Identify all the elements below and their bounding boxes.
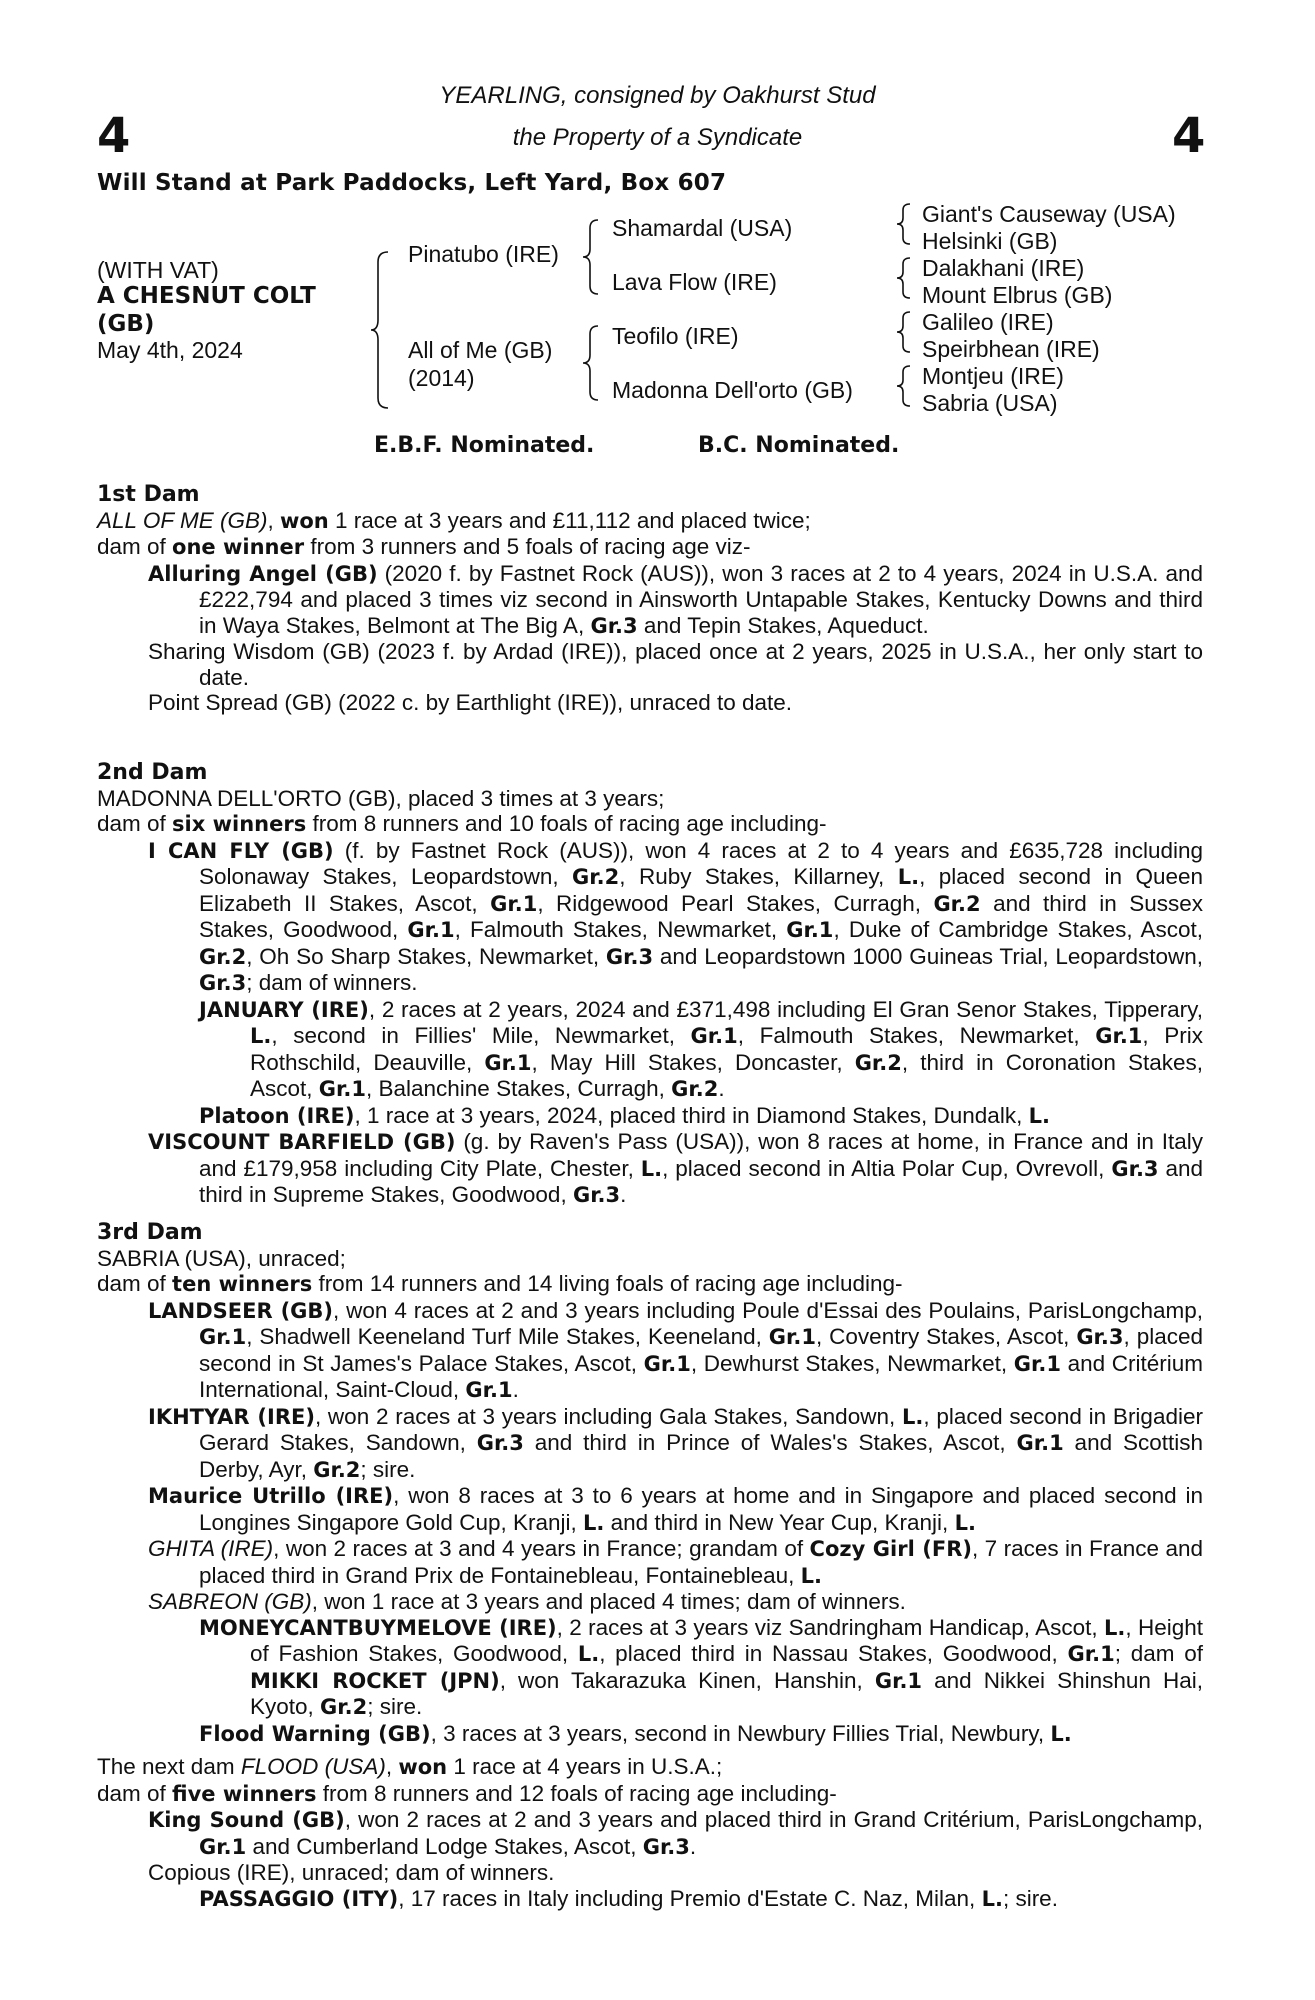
next-dam-produce-line: dam of five winners from 8 runners and 12 foals of racing age including- bbox=[97, 1780, 837, 1806]
list-item: Flood Warning (GB), 3 races at 3 years, second in Newbury Fillies Trial, Newbury, L. bbox=[199, 1720, 1072, 1746]
first-dam-line: ALL OF ME (GB), won 1 race at 3 years and £11,112 and placed twice; bbox=[97, 507, 811, 533]
property-line: the Property of a Syndicate bbox=[512, 124, 803, 151]
stand-location: Will Stand at Park Paddocks, Left Yard, Box 607 bbox=[97, 170, 727, 196]
dam-dam: Madonna Dell'orto (GB) bbox=[612, 377, 853, 403]
horse-name: A CHESNUT COLT bbox=[97, 283, 316, 309]
second-dam-line: MADONNA DELL'ORTO (GB), placed 3 times at 3 years; bbox=[97, 785, 665, 811]
list-item: PASSAGGIO (ITY), 17 races in Italy including Premio d'Estate C. Naz, Milan, L.; sire. bbox=[199, 1885, 1058, 1911]
second-dam-produce-line: dam of six winners from 8 runners and 10 foals of racing age including- bbox=[97, 811, 827, 836]
third-dam-produce-line: dam of ten winners from 14 runners and 14 living foals of racing age including- bbox=[97, 1271, 903, 1296]
lot-number-right: 4 bbox=[1172, 108, 1206, 164]
ped-dds: Montjeu (IRE) bbox=[922, 363, 1064, 389]
third-dam-section bbox=[97, 1219, 1203, 1747]
next-dam-line: The next dam FLOOD (USA), won 1 race at 4 years in U.S.A.; bbox=[97, 1754, 723, 1779]
list-item: Point Spread (GB) (2022 c. by Earthlight (IRE)), unraced to date. bbox=[148, 690, 793, 715]
second-dam-section bbox=[97, 759, 1203, 1209]
horse-origin: (GB) bbox=[97, 311, 155, 337]
vat-note: (WITH VAT) bbox=[97, 257, 219, 283]
list-item: JANUARY (IRE), 2 races at 2 years, 2024 and £371,498 including El Gran Senor Stakes, Tipperary, L., second in Fillies' Mile, Newmarket, Gr.1, Falmouth Stakes, Newmarket, Gr.1, Prix Rothschild, Deauville, Gr.1, May Hill Stakes, Doncaster, Gr.2, third in Coronation Stakes, Ascot, Gr.1, Balanchine Stakes, Curragh, Gr.2. bbox=[199, 996, 1204, 1101]
dd-brace bbox=[896, 364, 912, 408]
list-item: I CAN FLY (GB) (f. by Fastnet Rock (AUS)), won 4 races at 2 to 4 years and £635,728 including Solonaway Stakes, Leopardstown, Gr.2, Ruby Stakes, Killarney, L., placed second in Queen Elizabeth II Stakes, Ascot, Gr.1, Ridgewood Pearl Stakes, Curragh, Gr.2 and third in Sussex Stakes, Goodwood, Gr.1, Falmouth Stakes, Newmarket, Gr.1, Duke of Cambridge Stakes, Ascot, Gr.2, Oh So Sharp Stakes, Newmarket, Gr.3 and Leopardstown 1000 Guineas Trial, Leopardstown, Gr.3; dam of winners. bbox=[148, 837, 1204, 995]
list-item: Platoon (IRE), 1 race at 3 years, 2024, placed third in Diamond Stakes, Dundalk, L. bbox=[199, 1102, 1050, 1128]
ped-sss: Giant's Causeway (USA) bbox=[922, 201, 1176, 227]
first-dam-title: 1st Dam bbox=[97, 482, 200, 507]
dam-sire: Teofilo (IRE) bbox=[612, 323, 739, 349]
list-item: Maurice Utrillo (IRE), won 8 races at 3 to 6 years at home and in Singapore and placed second in Longines Singapore Gold Cup, Kranji, L. and third in New Year Cup, Kranji, L. bbox=[148, 1483, 1203, 1535]
dam: All of Me (GB) bbox=[408, 337, 553, 363]
foaling-date: May 4th, 2024 bbox=[97, 337, 243, 363]
list-item: Sharing Wisdom (GB) (2023 f. by Ardad (IRE)), placed once at 2 years, 2025 in U.S.A., her only start to date. bbox=[148, 639, 1203, 690]
list-item: GHITA (IRE), won 2 races at 3 and 4 years in France; grandam of Cozy Girl (FR), 7 races in France and placed third in Grand Prix de Fontainebleau, Fontainebleau, L. bbox=[148, 1536, 1203, 1588]
list-item: VISCOUNT BARFIELD (GB) (g. by Raven's Pass (USA)), won 8 races at home, in France and in Italy and £179,958 including City Plate, Chester, L., placed second in Altia Polar Cup, Ovrevoll, Gr.3 and third in Supreme Stakes, Goodwood, Gr.3. bbox=[148, 1129, 1203, 1207]
ped-sds: Dalakhani (IRE) bbox=[922, 255, 1085, 281]
sire-sire: Shamardal (USA) bbox=[612, 215, 793, 241]
sd-brace bbox=[896, 256, 912, 300]
bc-nomination: B.C. Nominated. bbox=[698, 433, 900, 458]
ped-sdd: Mount Elbrus (GB) bbox=[922, 282, 1113, 308]
list-item: LANDSEER (GB), won 4 races at 2 and 3 years including Poule d'Essai des Poulains, ParisLongchamp, Gr.1, Shadwell Keeneland Turf Mile Stakes, Keeneland, Gr.1, Coventry Stakes, Ascot, Gr.3, placed second in St James's Palace Stakes, Ascot, Gr.1, Dewhurst Stakes, Newmarket, Gr.1 and Critérium International, Saint-Cloud, Gr.1. bbox=[148, 1297, 1204, 1402]
lot-number-left: 4 bbox=[97, 108, 131, 164]
pedigree-main-brace bbox=[370, 250, 390, 410]
consignor-line: YEARLING, consigned by Oakhurst Stud bbox=[439, 82, 876, 109]
sire-brace bbox=[582, 218, 600, 296]
first-dam-produce-line: dam of one winner from 3 runners and 5 foals of racing age viz- bbox=[97, 534, 751, 559]
second-dam-title: 2nd Dam bbox=[97, 760, 208, 785]
dam-brace bbox=[582, 324, 600, 402]
ped-ssd: Helsinki (GB) bbox=[922, 228, 1058, 254]
ped-dss: Galileo (IRE) bbox=[922, 309, 1054, 335]
sire-dam: Lava Flow (IRE) bbox=[612, 269, 777, 295]
dam-year: (2014) bbox=[408, 365, 475, 391]
list-item: IKHTYAR (IRE), won 2 races at 3 years including Gala Stakes, Sandown, L., placed second in Brigadier Gerard Stakes, Sandown, Gr.3 and third in Prince of Wales's Stakes, Ascot, Gr.1 and Scottish Derby, Ayr, Gr.2; sire. bbox=[148, 1403, 1203, 1482]
list-item: Copious (IRE), unraced; dam of winners. bbox=[148, 1860, 555, 1885]
list-item: SABREON (GB), won 1 race at 3 years and placed 4 times; dam of winners. bbox=[148, 1589, 906, 1614]
list-item: King Sound (GB), won 2 races at 2 and 3 years and placed third in Grand Critérium, ParisLongchamp, Gr.1 and Cumberland Lodge Stakes, Ascot, Gr.3. bbox=[148, 1807, 1203, 1859]
list-item: Alluring Angel (GB) (2020 f. by Fastnet Rock (AUS)), won 3 races at 2 to 4 years, 2024 in U.S.A. and £222,794 and placed 3 times viz second in Ainsworth Untapable Stakes, Kentucky Downs and third in Waya Stakes, Belmont at The Big A, Gr.3 and Tepin Stakes, Aqueduct. bbox=[148, 560, 1203, 638]
ped-ddd: Sabria (USA) bbox=[922, 390, 1058, 416]
ds-brace bbox=[896, 310, 912, 354]
ped-dsd: Speirbhean (IRE) bbox=[922, 336, 1100, 362]
ebf-nomination: E.B.F. Nominated. bbox=[374, 433, 595, 458]
sire: Pinatubo (IRE) bbox=[408, 241, 559, 267]
first-dam-section bbox=[97, 481, 1203, 716]
third-dam-title: 3rd Dam bbox=[97, 1220, 203, 1245]
next-dam-section bbox=[97, 1754, 1203, 1912]
list-item: MONEYCANTBUYMELOVE (IRE), 2 races at 3 years viz Sandringham Handicap, Ascot, L., Height of Fashion Stakes, Goodwood, L., placed third in Nassau Stakes, Goodwood, Gr.1; dam of MIKKI ROCKET (JPN), won Takarazuka Kinen, Hanshin, Gr.1 and Nikkei Shinshun Hai, Kyoto, Gr.2; sire. bbox=[199, 1614, 1203, 1719]
third-dam-line: SABRIA (USA), unraced; bbox=[97, 1245, 346, 1271]
ss-brace bbox=[896, 202, 912, 246]
